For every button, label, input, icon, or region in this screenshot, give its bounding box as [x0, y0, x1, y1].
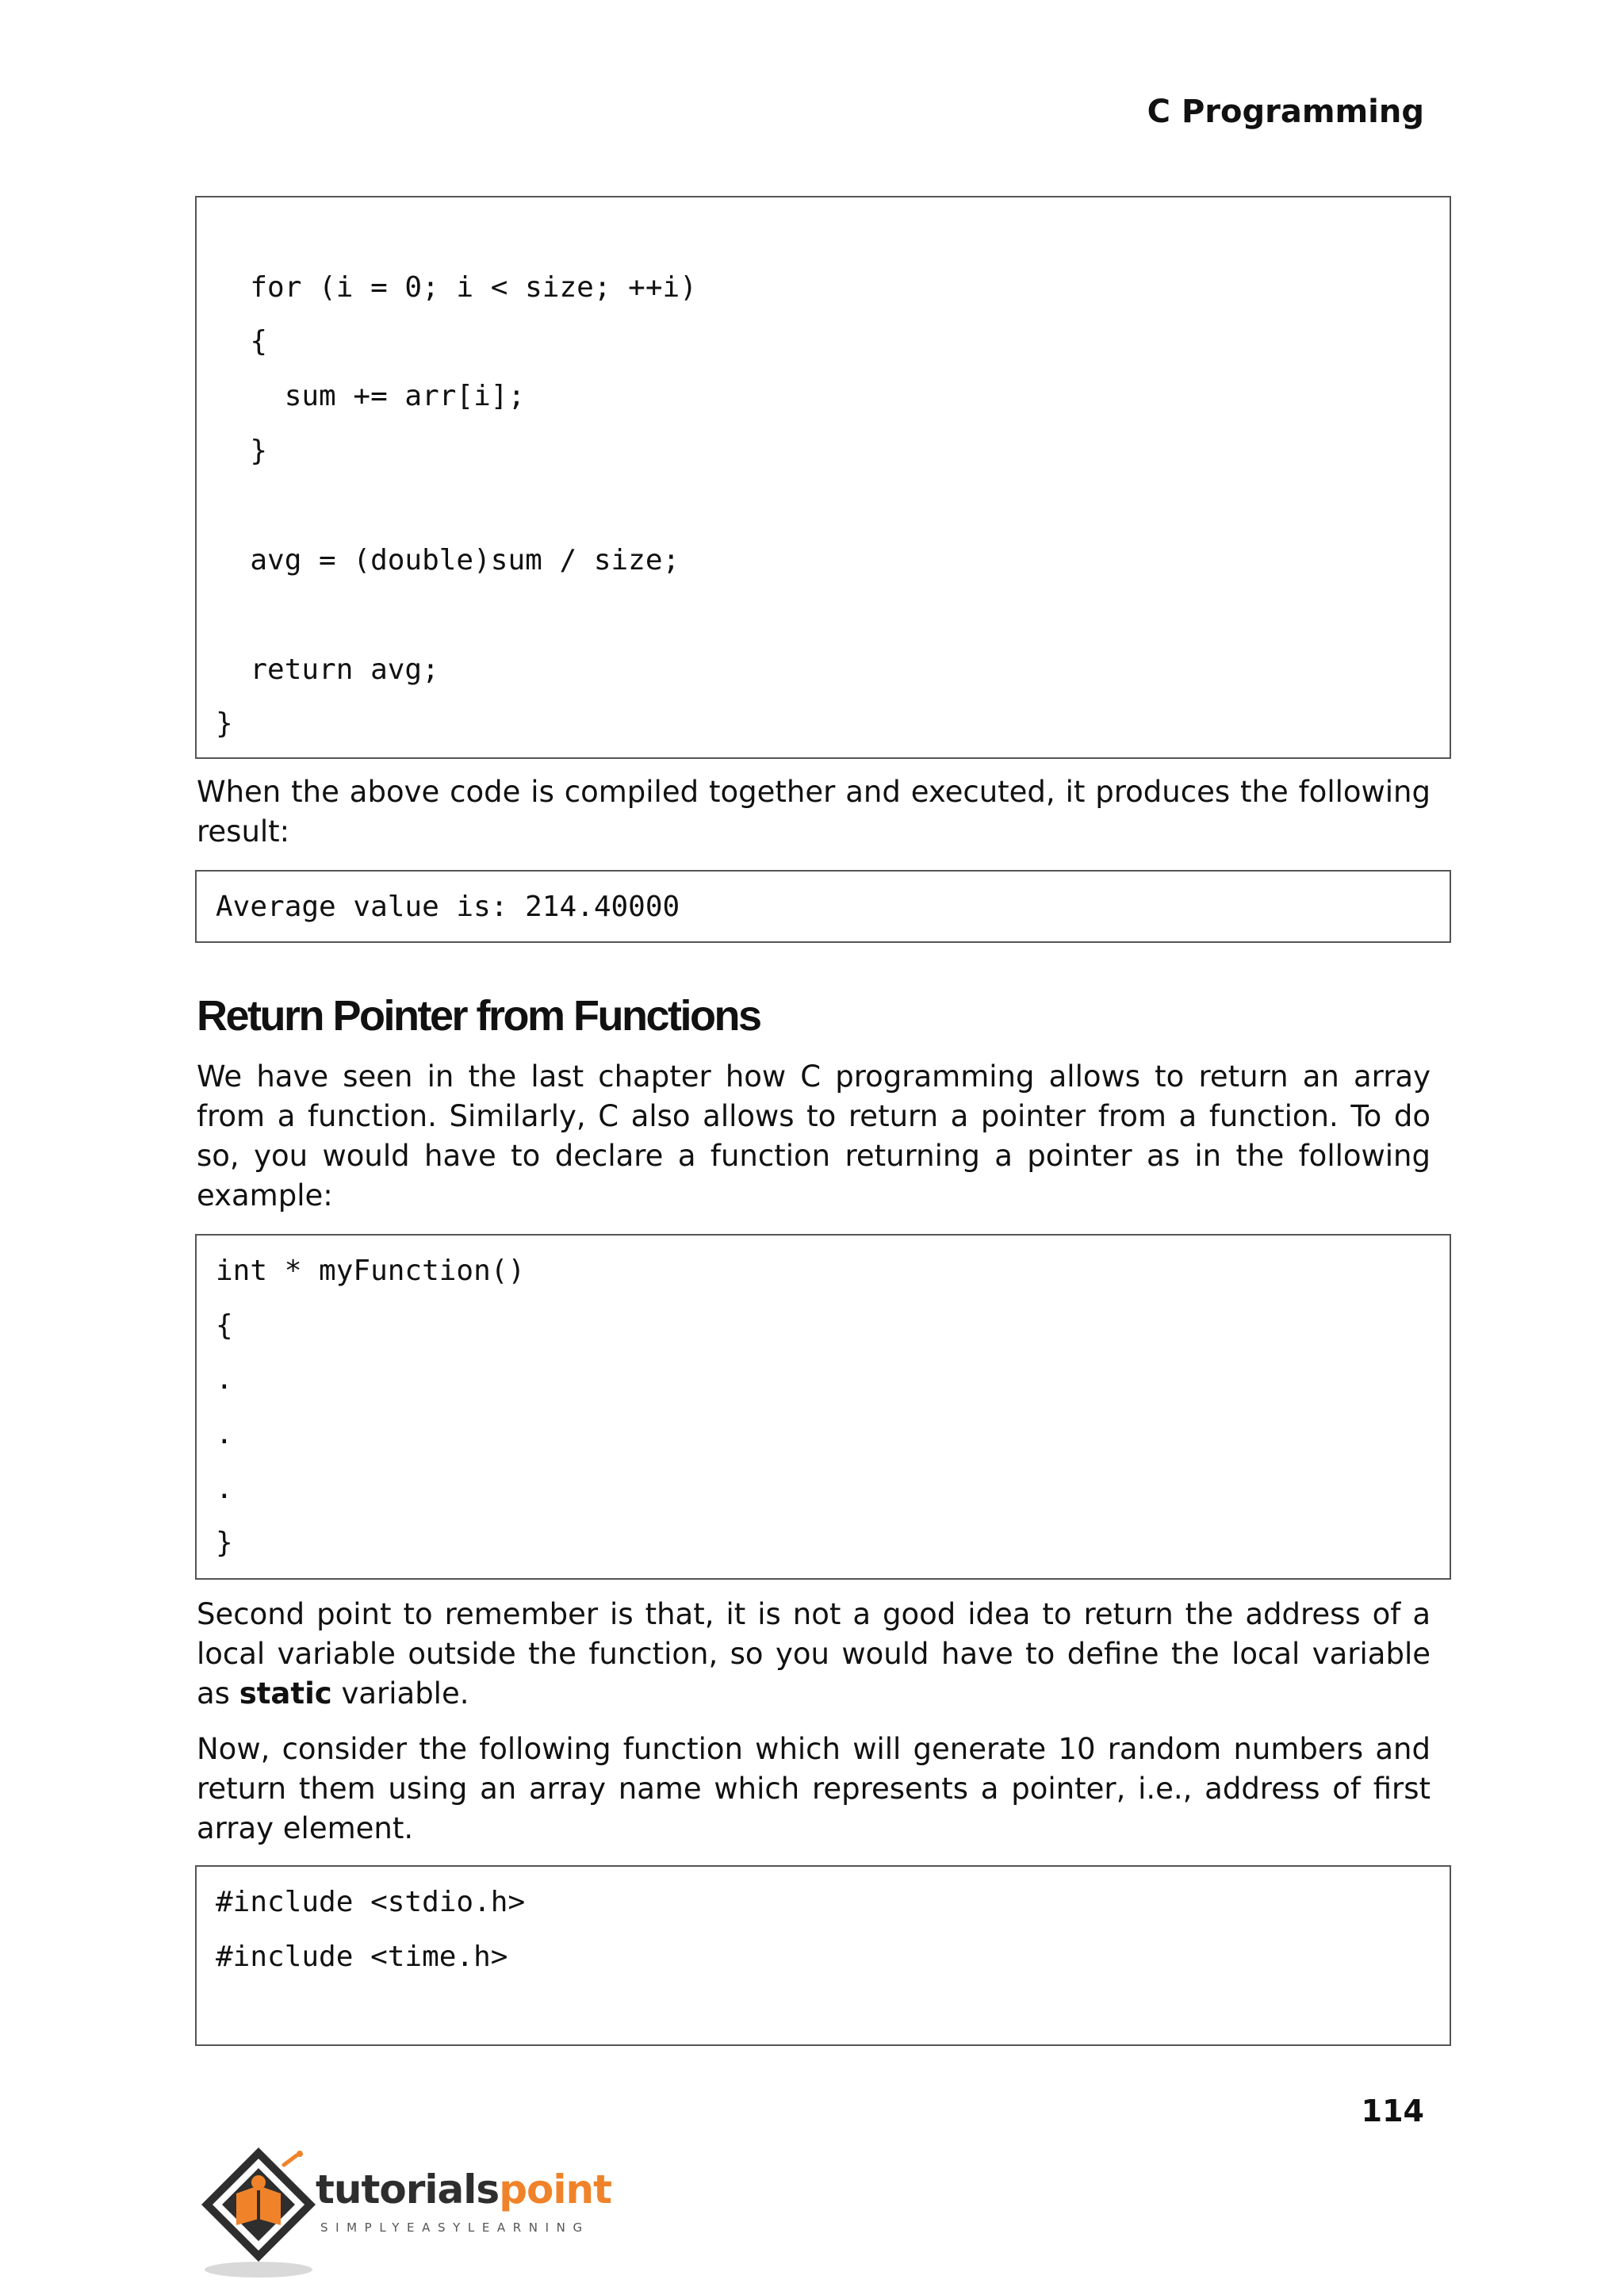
section-heading: Return Pointer from Functions [197, 992, 760, 1040]
code-line: #include <stdio.h> [216, 1886, 526, 1918]
static-keyword: static [239, 1676, 332, 1711]
running-header-title: C Programming [1147, 94, 1424, 130]
output-block [195, 870, 1451, 943]
logo-emblem-icon [195, 2141, 330, 2284]
return-pointer-intro-paragraph: We have seen in the last chapter how C programming allows to return an array from a function. Similarly, C also allows to return a pointer from a function. To do so, you would have to declare a function returning a pointer as in the following example: [197, 1059, 1431, 1213]
code-line: { [216, 325, 268, 358]
page-number: 114 [1361, 2094, 1424, 2128]
code-line: } [216, 1527, 233, 1559]
code-block-includes [195, 1865, 1451, 2046]
logo-word-point: point [499, 2167, 611, 2213]
tutorialspoint-logo [195, 2141, 639, 2284]
random-intro-paragraph: Now, consider the following function which will generate 10 random numbers and return them using an array name which represents a pointer, i.e., address of first array element. [197, 1732, 1431, 1845]
code-line: sum += arr[i]; [216, 380, 526, 412]
code-line: . [216, 1473, 233, 1505]
code-line: avg = (double)sum / size; [216, 544, 680, 577]
logo-wordmark [316, 2167, 611, 2213]
code-line: } [216, 707, 233, 740]
code-block-average-function [195, 196, 1451, 759]
logo-tagline: SIMPLYEASYLEARNING [320, 2220, 590, 2235]
code-line: . [216, 1418, 233, 1450]
code-line: #include <time.h> [216, 1941, 508, 1973]
code-line: int * myFunction() [216, 1255, 526, 1287]
second-point-text-a: Second point to remember is that, it is not a good idea to return the address of a local variable outside the function, so you would have to define the local variable as [197, 1597, 1431, 1711]
code-line: return avg; [216, 653, 439, 686]
logo-word-tutorials: tutorials [316, 2167, 500, 2213]
second-point-paragraph [197, 1595, 1431, 1714]
output-line: Average value is: 214.40000 [216, 891, 680, 923]
code-line: for (i = 0; i < size; ++i) [216, 271, 697, 304]
code-line: { [216, 1309, 233, 1342]
code-line: } [216, 435, 268, 467]
code-line: . [216, 1363, 233, 1396]
second-point-text-b: variable. [331, 1676, 469, 1711]
result-intro-paragraph: When the above code is compiled together and executed, it produces the following result: [197, 775, 1431, 849]
code-block-my-function [195, 1234, 1451, 1580]
